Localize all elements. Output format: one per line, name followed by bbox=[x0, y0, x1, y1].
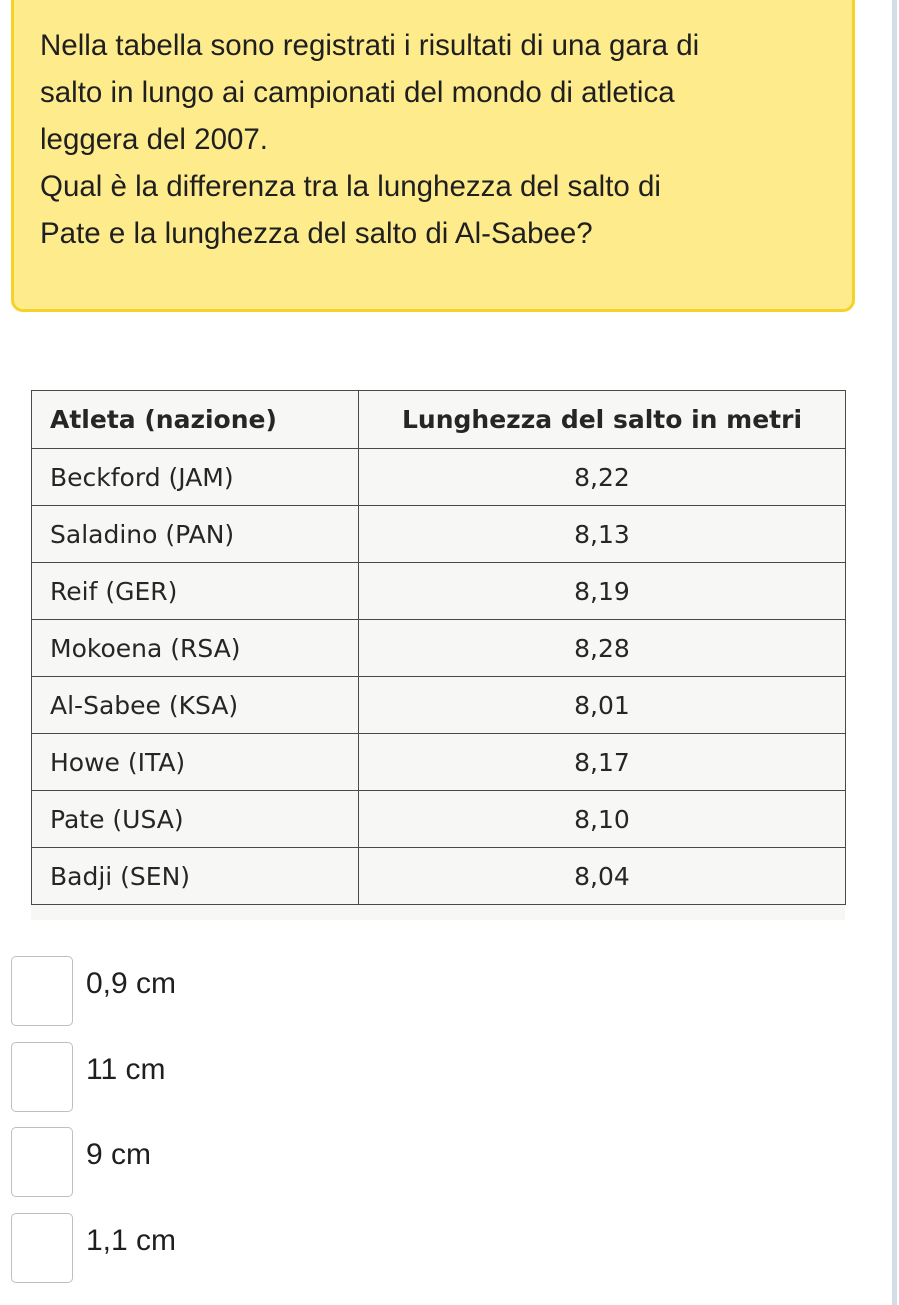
scrollbar-track bbox=[892, 0, 897, 1305]
answer-checkbox[interactable] bbox=[11, 1127, 73, 1197]
length-cell: 8,04 bbox=[359, 848, 846, 905]
table-row bbox=[32, 677, 846, 734]
answer-checkbox[interactable] bbox=[11, 1213, 73, 1283]
question-line: leggera del 2007. bbox=[40, 123, 268, 156]
table-row bbox=[32, 791, 846, 848]
answer-label[interactable]: 0,9 cm bbox=[86, 967, 177, 1000]
length-cell: 8,19 bbox=[359, 563, 846, 620]
question-box bbox=[11, 0, 855, 312]
header-length: Lunghezza del salto in metri bbox=[359, 391, 846, 449]
athlete-cell: Badji (SEN) bbox=[32, 848, 359, 905]
athlete-cell: Al-Sabee (KSA) bbox=[32, 677, 359, 734]
answer-checkbox[interactable] bbox=[11, 1042, 73, 1112]
length-cell: 8,01 bbox=[359, 677, 846, 734]
question-text bbox=[40, 22, 840, 257]
results-table bbox=[31, 390, 846, 905]
athlete-cell: Mokoena (RSA) bbox=[32, 620, 359, 677]
question-line: Qual è la differenza tra la lunghezza del salto di bbox=[40, 170, 661, 203]
athlete-cell: Reif (GER) bbox=[32, 563, 359, 620]
question-line: Pate e la lunghezza del salto di Al-Sabee? bbox=[40, 217, 593, 250]
athlete-cell: Beckford (JAM) bbox=[32, 449, 359, 506]
length-cell: 8,28 bbox=[359, 620, 846, 677]
table-row bbox=[32, 449, 846, 506]
header-athlete: Atleta (nazione) bbox=[32, 391, 359, 449]
answer-checkbox[interactable] bbox=[11, 956, 73, 1026]
length-cell: 8,13 bbox=[359, 506, 846, 563]
answer-label[interactable]: 11 cm bbox=[86, 1052, 166, 1086]
table-row bbox=[32, 563, 846, 620]
results-table-image bbox=[31, 390, 845, 920]
length-cell: 8,10 bbox=[359, 791, 846, 848]
answer-label[interactable]: 9 cm bbox=[86, 1138, 152, 1171]
table-row bbox=[32, 734, 846, 791]
length-cell: 8,22 bbox=[359, 449, 846, 506]
table-row bbox=[32, 620, 846, 677]
question-line: salto in lungo ai campionati del mondo di atletica bbox=[40, 76, 675, 109]
table-header-row bbox=[32, 391, 846, 449]
athlete-cell: Howe (ITA) bbox=[32, 734, 359, 791]
answer-label[interactable]: 1,1 cm bbox=[86, 1223, 177, 1257]
table-row bbox=[32, 506, 846, 563]
table-row bbox=[32, 848, 846, 905]
athlete-cell: Saladino (PAN) bbox=[32, 506, 359, 563]
question-line: Nella tabella sono registrati i risultati di una gara di bbox=[40, 29, 700, 62]
athlete-cell: Pate (USA) bbox=[32, 791, 359, 848]
length-cell: 8,17 bbox=[359, 734, 846, 791]
